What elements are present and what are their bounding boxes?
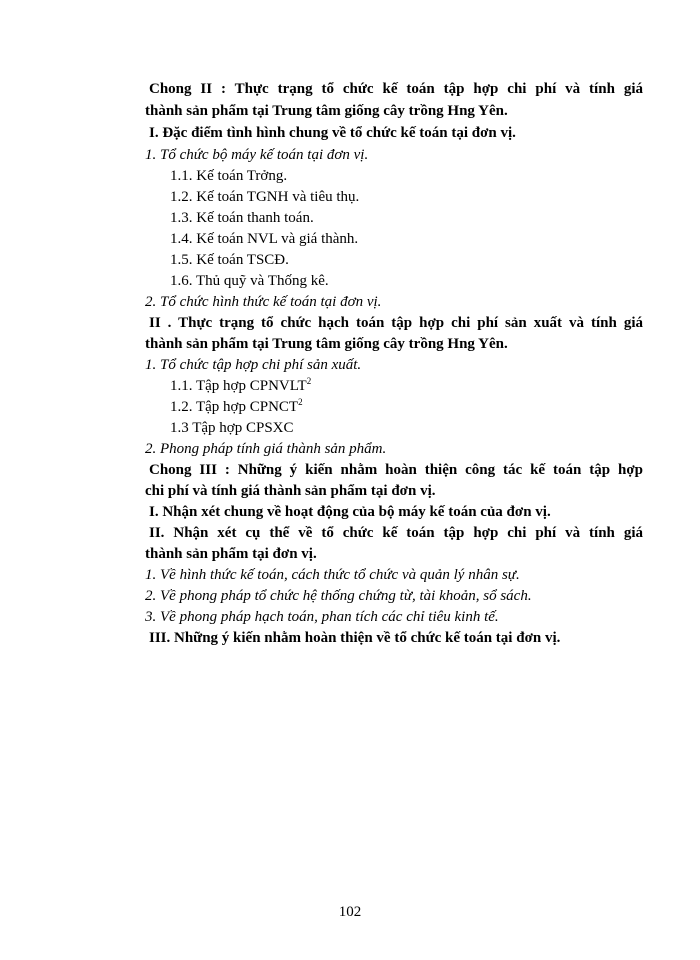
section-3-2-heading-line-2: thành sản phẩm tại đơn vị.: [145, 546, 317, 562]
list-item: 1.1. Kế toán Trởng.: [170, 168, 288, 184]
chapter-2-heading-line-1: Chong II : Thực trạng tổ chức kế toán tập hợp chi phí và tính giá: [149, 81, 643, 97]
list-item-text: 1.1. Tập hợp CPNVLT: [170, 378, 307, 394]
subsection-1-2: 2. Tổ chức hình thức kế toán tại đơn vị.: [145, 294, 382, 310]
section-3-1-heading: I. Nhận xét chung về hoạt động của bộ máy kế toán của đơn vị.: [149, 504, 551, 520]
list-item: 1.2. Kế toán TGNH và tiêu thụ.: [170, 189, 360, 205]
section-3-3-heading: III. Những ý kiến nhằm hoàn thiện về tổ chức kế toán tại đơn vị.: [149, 630, 561, 646]
chapter-2-heading-line-2: thành sản phẩm tại Trung tâm giống cây trồng Hng Yên.: [145, 103, 508, 119]
subsection-3-2-2: 2. Về phong pháp tổ chức hệ thống chứng từ, tài khoản, sổ sách.: [145, 588, 532, 604]
list-item: 1.4. Kế toán NVL và giá thành.: [170, 231, 359, 247]
superscript: 2: [298, 397, 303, 407]
subsection-3-2-3: 3. Về phong pháp hạch toán, phan tích các chỉ tiêu kinh tế.: [145, 609, 499, 625]
list-item-text: 1.2. Tập hợp CPNCT: [170, 399, 299, 415]
section-2-heading-line-2: thành sản phẩm tại Trung tâm giống cây trồng Hng Yên.: [145, 336, 508, 352]
list-item: 1.3. Kế toán thanh toán.: [170, 210, 314, 226]
list-item: 1.5. Kế toán TSCĐ.: [170, 252, 289, 268]
list-item: 1.3 Tập hợp CPSXC: [170, 420, 294, 436]
page-number: 102: [338, 904, 362, 920]
list-item: [170, 376, 668, 396]
subsection-2-1: 1. Tổ chức tập hợp chi phí sản xuất.: [145, 357, 362, 373]
chapter-3-heading-line-2: chi phí và tính giá thành sản phẩm tại đơn vị.: [145, 483, 436, 499]
subsection-2-2: 2. Phong pháp tính giá thành sản phẩm.: [145, 441, 387, 457]
section-1-heading: I. Đặc điểm tình hình chung về tổ chức kế toán tại đơn vị.: [149, 125, 516, 141]
section-2-heading-line-1: II . Thực trạng tổ chức hạch toán tập hợp chi phí sản xuất và tính giá: [149, 315, 643, 331]
section-3-2-heading-line-1: II. Nhận xét cụ thể về tổ chức kế toán tập hợp chi phí và tính giá: [149, 525, 643, 541]
subsection-1-1: 1. Tổ chức bộ máy kế toán tại đơn vị.: [145, 147, 369, 163]
subsection-3-2-1: 1. Về hình thức kế toán, cách thức tổ chức và quản lý nhân sự.: [145, 567, 520, 583]
superscript: 2: [306, 376, 312, 386]
list-item: [170, 397, 668, 417]
list-item: 1.6. Thủ quỹ và Thống kê.: [170, 273, 329, 289]
chapter-3-heading-line-1: Chong III : Những ý kiến nhằm hoàn thiện công tác kế toán tập hợp: [149, 462, 643, 478]
